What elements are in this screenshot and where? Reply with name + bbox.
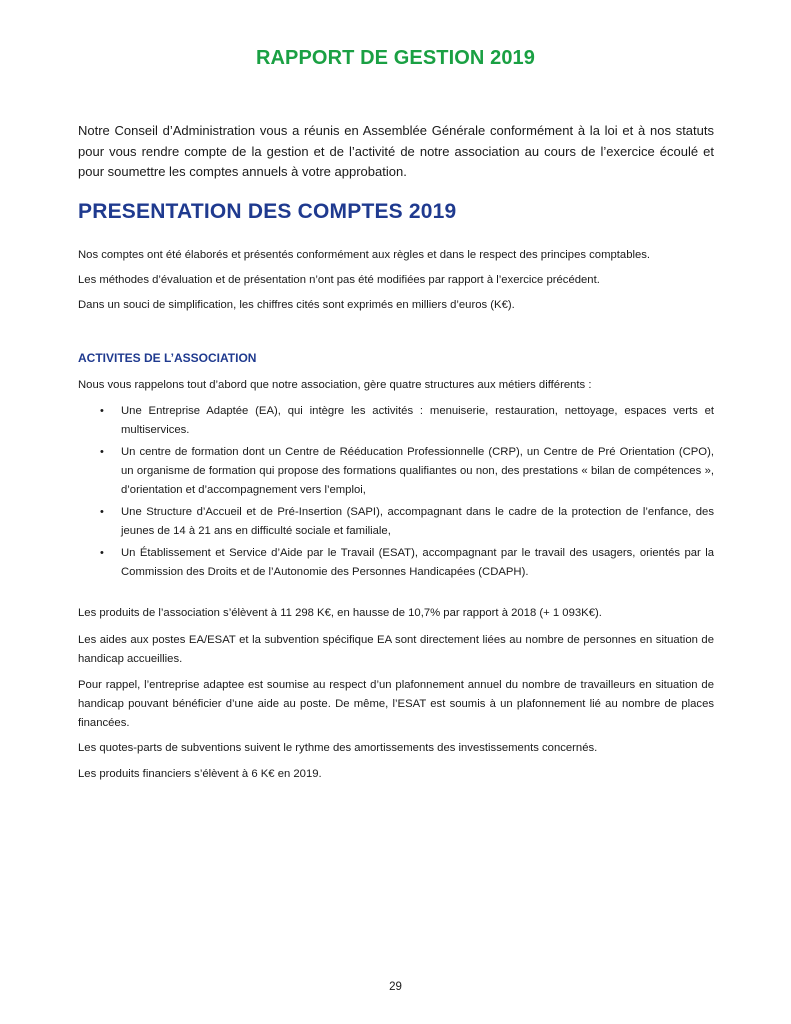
section-paragraph: Les méthodes d’évaluation et de présentation n’ont pas été modifiées par rapport à l’exercice précédent. — [78, 274, 600, 286]
body-paragraph: Les aides aux postes EA/ESAT et la subvention spécifique EA sont directement liées au nombre de personnes en situation de handicap accueillies. — [78, 634, 714, 665]
section-heading: PRESENTATION DES COMPTES 2019 — [78, 200, 457, 223]
report-title: RAPPORT DE GESTION 2019 — [255, 47, 536, 69]
body-paragraph: Les produits de l’association s’élèvent à 11 298 K€, en hausse de 10,7% par rapport à 2018 (+ 1 093K€). — [78, 607, 602, 619]
list-item-text: Une Entreprise Adaptée (EA), qui intègre les activités : menuiserie, restauration, nettoyage, espaces verts et multiservices. — [121, 405, 714, 436]
bullet-icon: • — [100, 446, 104, 458]
list-item-text: Un centre de formation dont un Centre de Rééducation Professionnelle (CRP), un Centre de Pré Orientation (CPO), un organisme de formation qui propose des formations qualifiantes ou non, des prestations « bilan de compétences », d’orientation et d’accompagnement vers l’emploi, — [121, 446, 714, 496]
subsection-intro: Nous vous rappelons tout d’abord que notre association, gère quatre structures aux métiers différents : — [78, 379, 592, 391]
page-number: 29 — [389, 981, 402, 993]
structures-list — [78, 402, 714, 582]
list-item — [78, 402, 714, 440]
body-paragraph: Les quotes-parts de subventions suivent le rythme des amortissements des investissements concernés. — [78, 742, 598, 754]
intro-paragraph: Notre Conseil d’Administration vous a réunis en Assemblée Générale conformément à la loi et à nos statuts pour vous rendre compte de la gestion et de l’activité de notre association au cours de l’exercice écoulé et pour soumettre les comptes annuels à votre approbation. — [78, 123, 714, 179]
body-paragraph: Pour rappel, l’entreprise adaptee est soumise au respect d’un plafonnement annuel du nombre de travailleurs en situation de handicap pouvant bénéficier d’une aide au poste. De même, l’ESAT est soumis à un plafonnement lié au nombre de places financées. — [78, 679, 714, 729]
list-item-text: Un Établissement et Service d’Aide par le Travail (ESAT), accompagnant par le travail des usagers, orientés par la Commission des Droits et de l’Autonomie des Personnes Handicapées (CDAPH). — [121, 547, 714, 578]
bullet-icon: • — [100, 405, 104, 417]
section-paragraph: Dans un souci de simplification, les chiffres cités sont exprimés en milliers d’euros (K€). — [78, 299, 515, 311]
subsection-heading: ACTIVITES DE L’ASSOCIATION — [78, 351, 257, 365]
bullet-icon: • — [100, 506, 104, 518]
bullet-icon: • — [100, 547, 104, 559]
list-item — [78, 544, 714, 582]
list-item — [78, 503, 714, 541]
list-item-text: Une Structure d’Accueil et de Pré-Insertion (SAPI), accompagnant dans le cadre de la protection de l’enfance, des jeunes de 14 à 21 ans en difficulté sociale et familiale, — [121, 506, 714, 537]
list-item — [78, 443, 714, 500]
body-paragraph: Les produits financiers s’élèvent à 6 K€ en 2019. — [78, 768, 322, 780]
section-paragraph: Nos comptes ont été élaborés et présentés conformément aux règles et dans le respect des principes comptables. — [78, 249, 651, 261]
